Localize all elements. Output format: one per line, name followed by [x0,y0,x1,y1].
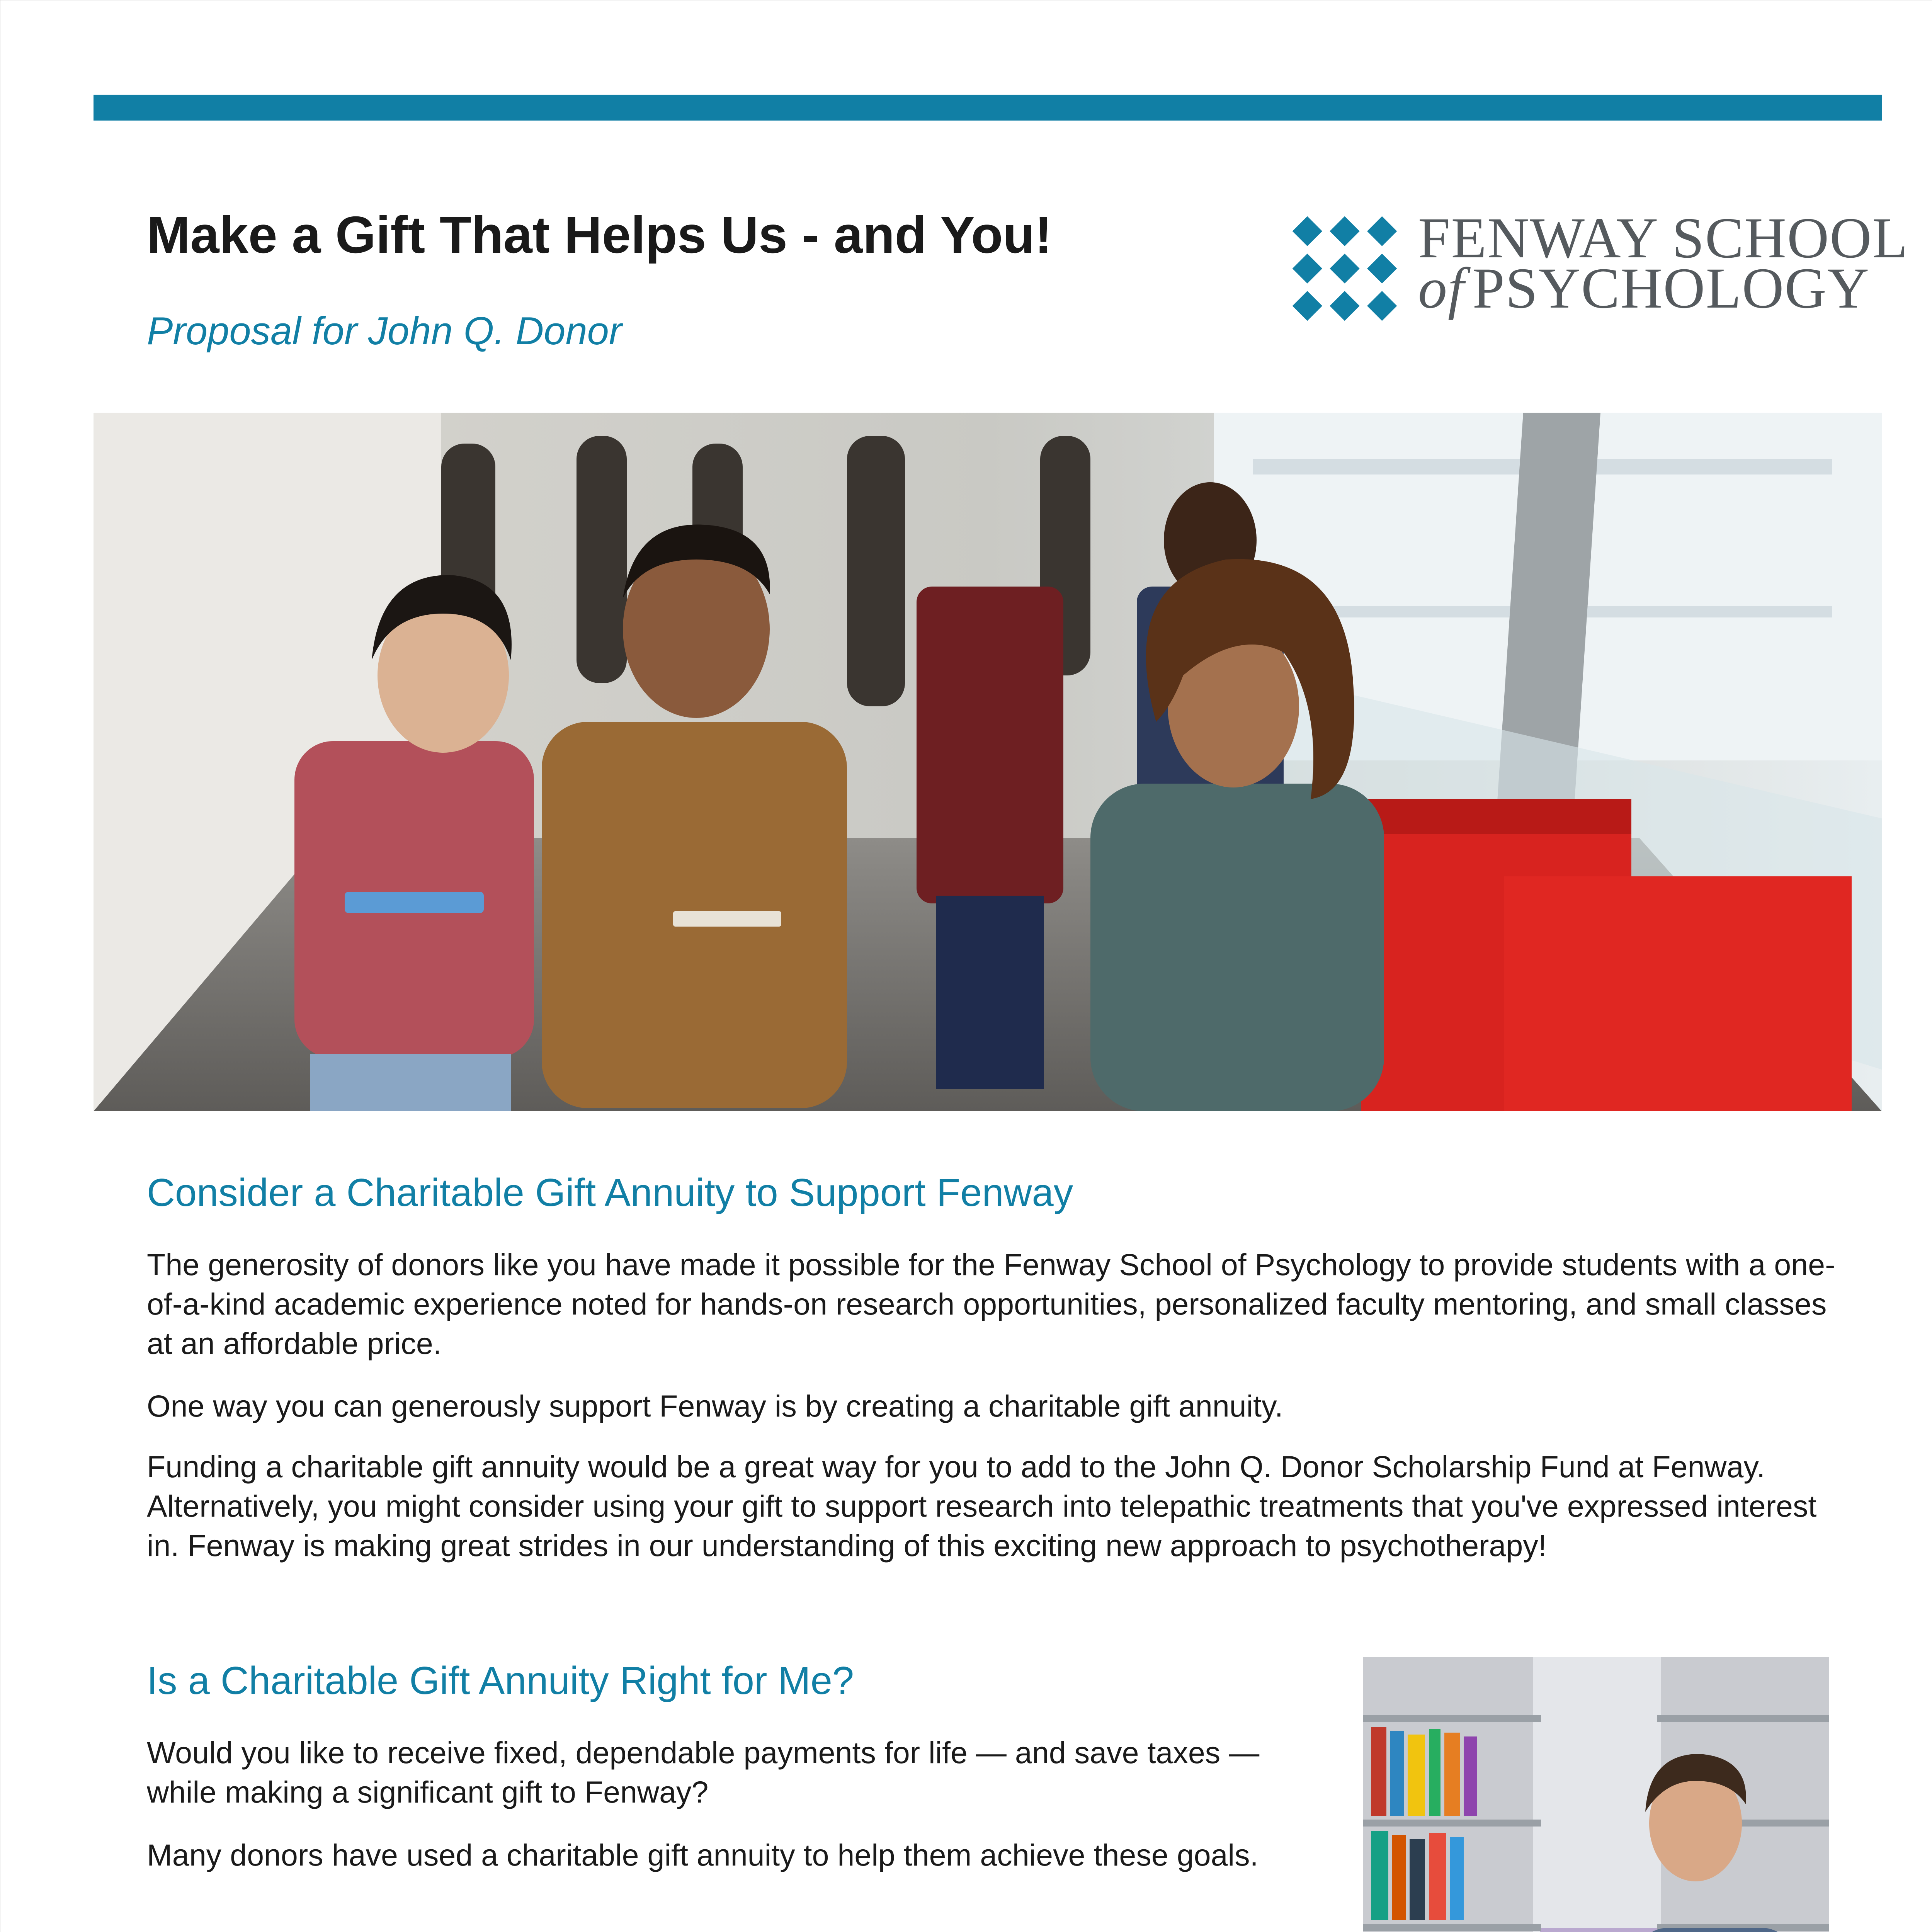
section2-paragraph-1: Would you like to receive fixed, dependable payments for life — and save taxes — while making a significant gift to Fenway? [147,1735,1260,1809]
logo-text-of: of [1418,256,1465,320]
section1-paragraph-2: One way you can generously support Fenway is by creating a charitable gift annuity. [147,1389,1283,1423]
logo-text-psychology: PSYCHOLOGY [1472,256,1870,320]
hero-photo [94,413,1882,1111]
top-accent-bar [94,95,1882,121]
section1-heading: Consider a Charitable Gift Annuity to Support Fenway [147,1171,1073,1214]
logo-text-line2 [1418,255,1870,321]
proposal-subtitle: Proposal for John Q. Donor [147,310,622,353]
diamond-grid-icon [1289,213,1401,325]
library-photo [1363,1657,1829,1932]
section1-paragraph-1: The generosity of donors like you have made it possible for the Fenway School of Psychology to provide students with a one-of-a-kind academic experience noted for hands-on research opportunities, personalized faculty mentoring, and small classes at an affordable price. [147,1247,1835,1361]
fenway-logo [1289,205,1909,321]
section2-heading: Is a Charitable Gift Annuity Right for Me? [147,1659,854,1702]
section2-paragraph-2: Many donors have used a charitable gift annuity to help them achieve these goals. [147,1838,1259,1872]
logo-text-line1: FENWAY SCHOOL [1418,206,1909,270]
page-title: Make a Gift That Helps Us - and You! [147,206,1052,264]
section1-paragraph-3: Funding a charitable gift annuity would be a great way for you to add to the John Q. Donor Scholarship Fund at Fenway. Alternatively, you might consider using your gift to support research into telepathic treatments that you've expressed interest in. Fenway is making great strides in our understanding of this exciting new approach to psychotherapy! [147,1449,1817,1563]
